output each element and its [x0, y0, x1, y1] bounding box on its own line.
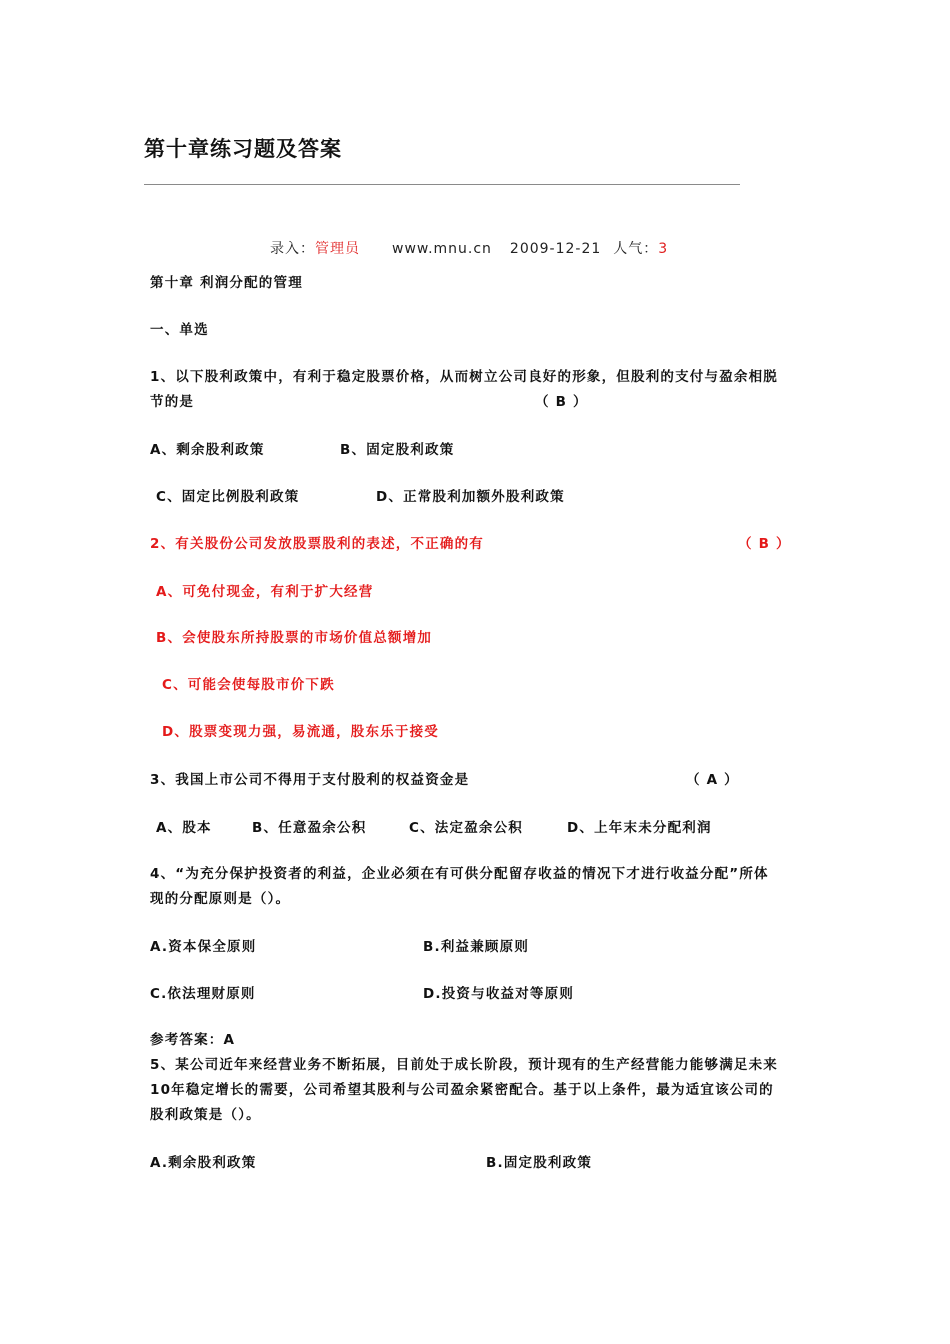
q1-option-b: B、固定股利政策 — [340, 442, 455, 458]
q1-text-line1: 1、以下股利政策中，有利于稳定股票价格，从而树立公司良好的形象，但股利的支付与盈余相脱 — [150, 369, 778, 385]
q3-answer: （ A ） — [686, 772, 739, 788]
q1-option-a: A、剩余股利政策 — [150, 442, 265, 458]
q2-answer: （ B ） — [738, 536, 791, 552]
q2-option-c: C、可能会使每股市价下跌 — [162, 677, 335, 693]
q2-option-b: B、会使股东所持股票的市场价值总额增加 — [156, 630, 433, 646]
meta-line — [270, 238, 668, 258]
entry-author[interactable]: 管理员 — [315, 241, 360, 257]
q5-text-line1: 5、某公司近年来经营业务不断拓展，目前处于成长阶段，预计现有的生产经营能力能够满足未来 — [150, 1057, 778, 1073]
q1-text-line2: 节的是 — [150, 394, 195, 410]
q5-option-b: B.固定股利政策 — [486, 1155, 593, 1171]
q2-option-a: A、可免付现金，有利于扩大经营 — [156, 584, 374, 600]
q4-option-b: B.利益兼顾原则 — [423, 939, 530, 955]
q3-option-a: A、股本 — [156, 820, 212, 836]
q3-text: 3、我国上市公司不得用于支付股利的权益资金是 — [150, 772, 470, 788]
q4-text-line1: 4、“为充分保护投资者的利益，企业必须在有可供分配留存收益的情况下才进行收益分配”所体 — [150, 866, 769, 882]
chapter-heading: 第十章 利润分配的管理 — [150, 275, 303, 291]
q5-text-line3: 股利政策是（）。 — [150, 1107, 261, 1123]
q4-option-a: A.资本保全原则 — [150, 939, 257, 955]
q4-option-d: D.投资与收益对等原则 — [423, 986, 575, 1002]
q5-option-a: A.剩余股利政策 — [150, 1155, 257, 1171]
q4-reference-answer: 参考答案：A — [150, 1032, 236, 1048]
q2-text: 2、有关股份公司发放股票股利的表述，不正确的有 — [150, 536, 484, 552]
title-divider — [144, 184, 740, 185]
page-title: 第十章练习题及答案 — [144, 136, 342, 161]
q1-option-d: D、正常股利加额外股利政策 — [376, 489, 565, 505]
q3-option-d: D、上年末未分配利润 — [567, 820, 712, 836]
q3-option-c: C、法定盈余公积 — [409, 820, 524, 836]
q4-text-line2: 现的分配原则是（）。 — [150, 891, 291, 907]
q1-answer: （ B ） — [535, 394, 588, 410]
q5-text-line2: 10年稳定增长的需要，公司希望其股利与公司盈余紧密配合。基于以上条件，最为适宜该公司的 — [150, 1082, 774, 1098]
entry-label: 录入： — [270, 241, 315, 257]
q1-option-c: C、固定比例股利政策 — [156, 489, 300, 505]
site-url[interactable]: www.mnu.cn — [392, 241, 492, 257]
q4-option-c: C.依法理财原则 — [150, 986, 256, 1002]
views-count: 3 — [658, 241, 669, 257]
post-date: 2009-12-21 — [509, 241, 602, 257]
q3-option-b: B、任意盈余公积 — [252, 820, 367, 836]
q2-option-d: D、股票变现力强，易流通，股东乐于接受 — [162, 724, 440, 740]
views-label: 人气： — [613, 241, 659, 257]
section-heading: 一、单选 — [150, 322, 209, 338]
